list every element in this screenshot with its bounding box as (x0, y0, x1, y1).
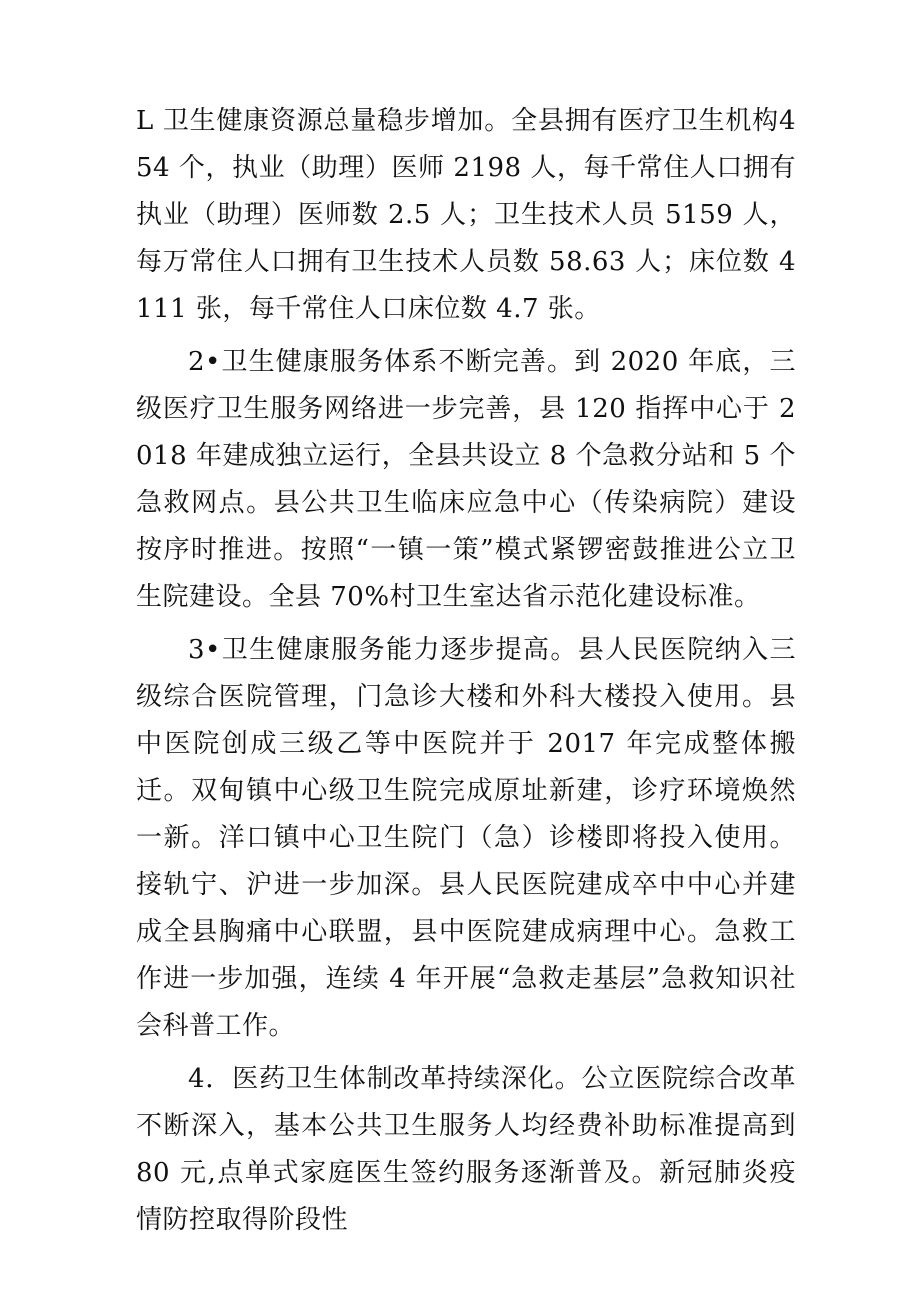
document-body (136, 98, 796, 1250)
paragraph-medical-reform: 4．医药卫生体制改革持续深化。公立医院综合改革不断深入，基本公共卫生服务人均经费补助标准提高到 80 元,点单式家庭医生签约服务逐渐普及。新冠肺炎疫情防控取得阶段性 (136, 1064, 796, 1235)
paragraph-service-capacity: 3•卫生健康服务能力逐步提高。县人民医院纳入三级综合医院管理，门急诊大楼和外科大楼投入使用。县中医院创成三级乙等中医院并于 2017 年完成整体搬迁。双甸镇中心级卫生院完成原址新建，诊疗环境焕然一新。洋口镇中心卫生院门（急）诊楼即将投入使用。接轨宁、沪进一步加深。县人民医院建成卒中中心并建成全县胸痛中心联盟，县中医院建成病理中心。急救工作进一步加强，连续 4 年开展“急救走基层”急救知识社会科普工作。 (136, 635, 796, 1041)
paragraph-health-resources: L 卫生健康资源总量稳步增加。全县拥有医疗卫生机构454 个，执业（助理）医师 2198 人，每千常住人口拥有执业（助理）医师数 2.5 人；卫生技术人员 5159 人，每万常住人口拥有卫生技术人员数 58.63 人；床位数 4111 张，每千常住人口床位数 4.7 张。 (136, 106, 796, 324)
paragraph-service-system: 2•卫生健康服务体系不断完善。到 2020 年底，三级医疗卫生服务网络进一步完善，县 120 指挥中心于 2018 年建成独立运行，全县共设立 8 个急救分站和 5 个急救网点。县公共卫生临床应急中心（传染病院）建设按序时推进。按照“一镇一策”模式紧锣密鼓推进公立卫生院建设。全县 70%村卫生室达省示范化建设标准。 (136, 347, 796, 612)
